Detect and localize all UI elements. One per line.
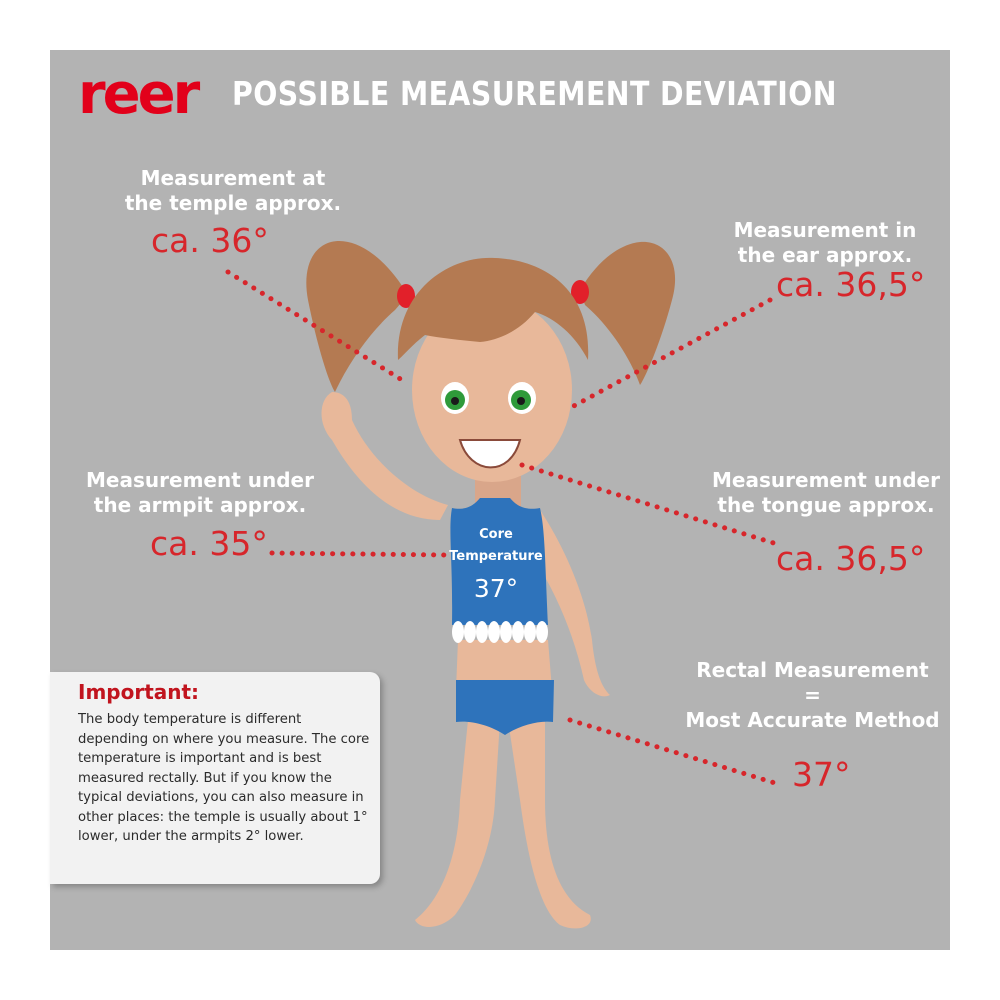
- tongue-label: Measurement under the tongue approx.: [712, 468, 940, 517]
- right-leg: [508, 720, 591, 928]
- rectal-value: 37°: [792, 755, 851, 794]
- left-pupil: [451, 397, 459, 405]
- left-pigtail: [306, 241, 408, 392]
- important-title: Important:: [78, 680, 200, 704]
- important-box: [50, 672, 380, 884]
- left-leg: [415, 720, 500, 927]
- ear-label: Measurement in the ear approx.: [733, 218, 917, 267]
- core-temperature-value: 37°: [473, 574, 519, 603]
- ear-value: ca. 36,5°: [776, 265, 926, 304]
- rectal-label: Rectal Measurement = Most Accurate Method: [685, 658, 940, 732]
- core-temperature-label: Core Temperature: [449, 527, 543, 564]
- armpit-leader-line: [272, 553, 445, 555]
- page-title: POSSIBLE MEASUREMENT DEVIATION: [232, 74, 837, 113]
- reer-logo: reer: [78, 62, 198, 127]
- temple-label: Measurement at the temple approx.: [124, 166, 342, 215]
- right-pupil: [517, 397, 525, 405]
- important-body: The body temperature is different depending on where you measure. The core temperature is important and is best measured rectally. But if you know the typical deviations, you can also measure in other places: the temple is usually about 1° lower, under the armpits 2° lower.: [78, 712, 370, 844]
- armpit-value: ca. 35°: [150, 524, 268, 563]
- tongue-value: ca. 36,5°: [776, 539, 926, 578]
- armpit-label: Measurement under the armpit approx.: [86, 468, 314, 517]
- right-pigtail: [580, 242, 675, 385]
- temple-value: ca. 36°: [151, 221, 269, 260]
